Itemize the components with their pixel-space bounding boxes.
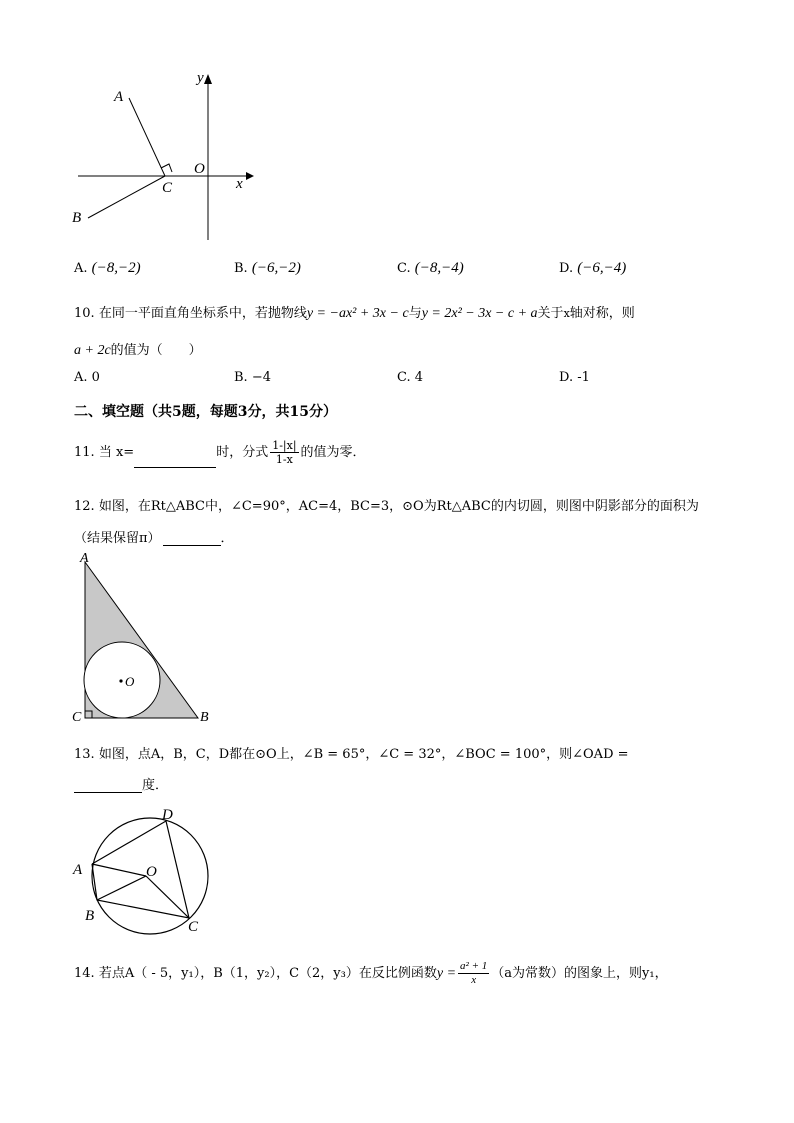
label-a: A — [114, 89, 124, 105]
q14-text: （a为常数）的图象上，则y₁， — [491, 966, 668, 981]
option-key: D. — [559, 261, 574, 276]
q12-text: （结果保留π） — [74, 531, 161, 546]
question-number: 14. — [74, 966, 95, 981]
q11-text: 的值为零． — [300, 445, 366, 460]
option-value: (−8,−4) — [414, 260, 464, 276]
question-10 — [74, 302, 635, 322]
q10-text: 在同一平面直角坐标系中，若抛物线 — [98, 306, 307, 321]
q10-text: 关于 — [537, 306, 564, 321]
figure-2-triangle-incircle — [68, 550, 218, 730]
segment-bo — [97, 876, 146, 900]
q10-option-d[interactable]: D. -1 — [559, 370, 590, 385]
question-number: 13. — [74, 747, 95, 762]
option-key: B. — [234, 261, 248, 276]
q11-text: 时，分式 — [216, 445, 269, 460]
label-b: B — [72, 210, 82, 226]
label-a: A — [80, 551, 89, 566]
q10-formula-3: a + 2c — [74, 343, 111, 358]
question-number: 12. — [74, 499, 95, 514]
question-13-line2 — [74, 774, 168, 793]
q10-option-c[interactable]: C. 4 — [397, 370, 424, 385]
fraction-numerator: a² + 1 — [460, 960, 488, 972]
option-value: (−8,−2) — [91, 260, 141, 276]
q11-text: 当 x= — [98, 445, 135, 460]
question-10-line2 — [74, 339, 202, 359]
fraction — [458, 960, 489, 987]
x-axis-arrow — [246, 172, 254, 180]
figure-3-circle-diagram — [66, 800, 216, 940]
fraction-numerator: 1-|x| — [272, 439, 297, 452]
option-key: C. — [397, 261, 411, 276]
q10-formula-2: y = 2x² − 3x − c + a — [421, 306, 538, 321]
q10-text: 与 — [408, 306, 422, 321]
label-b: B — [200, 710, 209, 725]
center-dot — [119, 679, 122, 682]
q10-x: x — [563, 307, 570, 320]
label-c: C — [72, 710, 82, 725]
option-value: (−6,−4) — [577, 260, 627, 276]
question-14 — [74, 958, 668, 990]
line-ca — [129, 98, 165, 176]
label-d: D — [162, 807, 173, 823]
label-y: y — [197, 70, 204, 86]
q13-text: 如图，点A，B，C，D都在⊙O上，∠B = 65°，∠C = 32°，∠BOC = 100°，则∠OAD = — [98, 747, 629, 762]
option-value: (−6,−2) — [251, 260, 301, 276]
y-axis-arrow — [204, 74, 212, 84]
q10-option-b[interactable]: B. −4 — [234, 370, 271, 385]
option-key: A. — [74, 261, 88, 276]
label-c: C — [188, 919, 199, 935]
label-c: C — [162, 180, 173, 196]
question-11 — [74, 438, 366, 468]
label-o: O — [146, 864, 157, 880]
q9-option-d[interactable] — [559, 260, 626, 277]
answer-blank[interactable] — [163, 529, 221, 546]
label-b: B — [85, 908, 95, 924]
question-13 — [74, 743, 629, 762]
q9-option-a[interactable] — [74, 260, 141, 277]
segment-oc — [146, 876, 189, 918]
q12-text: 如图，在Rt△ABC中，∠C=90°，AC=4，BC=3，⊙O为Rt△ABC的内切圆，则图中阴影部分的面积为 — [98, 499, 699, 514]
fraction-denominator: 1-x — [275, 453, 293, 466]
line-cb — [88, 176, 165, 218]
question-12 — [74, 495, 699, 514]
q12-end: ． — [220, 531, 234, 546]
question-number: 10. — [74, 306, 95, 321]
q9-option-c[interactable] — [397, 260, 464, 277]
label-o: O — [125, 674, 135, 689]
segment-ao — [92, 864, 146, 876]
answer-blank[interactable] — [134, 447, 216, 468]
label-a: A — [73, 862, 83, 878]
q14-function-y: y = — [436, 966, 457, 981]
figure-1-coordinate-diagram — [60, 60, 270, 250]
q14-text: 若点A（ - 5，y₁），B（1，y₂），C（2，y₃）在反比例函数 — [98, 966, 437, 981]
section-2-header: 二、填空题（共5题，每题3分，共15分） — [74, 404, 337, 420]
question-number: 11. — [74, 445, 95, 460]
fraction-denominator: x — [471, 974, 477, 986]
q10-text: 的值为（ ） — [110, 343, 202, 358]
q10-text: 轴对称，则 — [569, 306, 635, 321]
q10-option-a[interactable]: A. 0 — [74, 370, 100, 385]
q10-formula-1: y = −ax² + 3x − c — [306, 306, 409, 321]
label-o: O — [194, 161, 205, 177]
label-x: x — [236, 176, 243, 192]
question-12-line2 — [74, 527, 234, 546]
answer-blank[interactable] — [74, 776, 142, 793]
q13-end: 度． — [142, 778, 169, 793]
q9-option-b[interactable] — [234, 260, 301, 277]
fraction — [270, 439, 298, 466]
